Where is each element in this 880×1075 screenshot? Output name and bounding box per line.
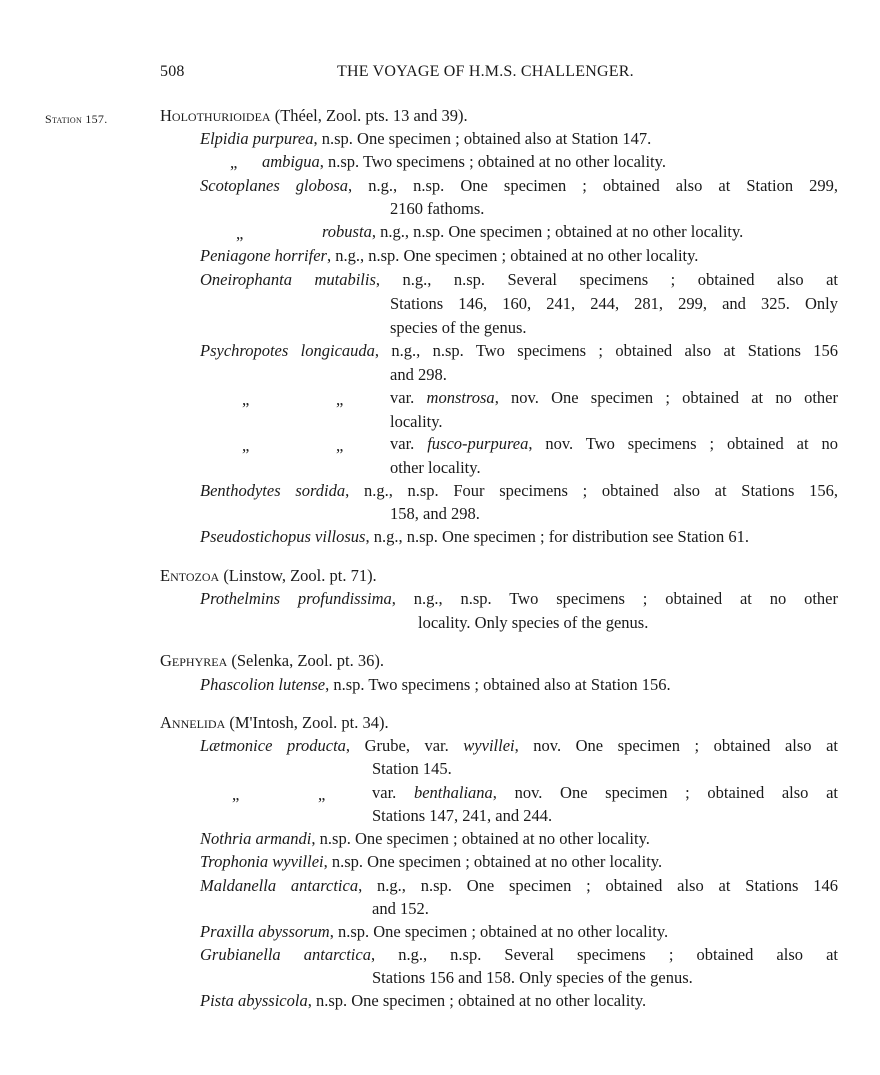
entry-continuation: and 152. [372, 899, 429, 918]
species-name: Trophonia wyvillei [200, 852, 324, 871]
entry-text: , n.sp. One specimen ; obtained also at Station 147. [313, 129, 652, 148]
group-heading-holothurioidea [160, 106, 468, 126]
entry-text: , n.g., n.sp. One specimen ; obtained at no other locality. [371, 222, 744, 241]
entry-text: , n.sp. One specimen ; obtained at no other locality. [323, 852, 663, 871]
entry-nothria-armandi [200, 829, 650, 849]
ditto-mark: „ [236, 224, 244, 243]
group-name: Annelida [160, 713, 226, 732]
entry-continuation: and 298. [390, 365, 447, 384]
entry-psychropotes-monstrosa [390, 388, 838, 408]
entry-scotoplanes-globosa [200, 176, 838, 196]
species-name: Grubianella antarctica [200, 945, 371, 964]
entry-text: , Grube, var. [345, 736, 464, 755]
ditto-mark: „ [230, 153, 238, 172]
group-reference: (Linstow, Zool. pt. 71). [219, 566, 377, 585]
var-label: var. [372, 783, 414, 802]
ditto-mark: „ [318, 785, 326, 804]
species-name: Maldanella antarctica [200, 876, 359, 895]
species-name: Lætmonice producta [200, 736, 346, 755]
species-name: Peniagone horrifer [200, 246, 327, 265]
entry-phascolion-lutense [200, 675, 671, 695]
entry-text: , n.g., n.sp. One specimen ; for distribution see Station 61. [365, 527, 750, 546]
running-title: THE VOYAGE OF H.M.S. CHALLENGER. [337, 63, 634, 80]
entry-continuation: Stations 147, 241, and 244. [372, 806, 553, 825]
entry-grubianella-antarctica [200, 945, 838, 965]
group-heading-gephyrea [160, 651, 384, 671]
group-heading-entozoa [160, 566, 377, 586]
entry-pseudostichopus-villosus [200, 527, 749, 547]
group-reference: (Théel, Zool. pts. 13 and 39). [270, 106, 468, 125]
group-name: Gephyrea [160, 651, 228, 670]
group-name: Entozoa [160, 566, 220, 585]
entry-continuation: Stations 156 and 158. Only species of the genus. [372, 968, 693, 987]
ditto-mark: „ [232, 785, 240, 804]
species-name: Oneirophanta mutabilis [200, 270, 376, 289]
entry-text: , nov. One specimen ; obtained also at [492, 783, 838, 802]
entry-text: , n.g., n.sp. One specimen ; obtained also at Stations 146 [358, 876, 838, 895]
entry-elpidia-ambigua [262, 152, 666, 172]
entry-text: , n.sp. One specimen ; obtained at no other locality. [307, 991, 647, 1010]
entry-laetmonice-benthaliana [372, 783, 838, 803]
ditto-mark: „ [336, 390, 344, 409]
entry-continuation: species of the genus. [390, 318, 527, 337]
variety-name: monstrosa [426, 388, 495, 407]
entry-scotoplanes-robusta [322, 222, 743, 242]
group-heading-annelida [160, 713, 389, 733]
entry-continuation: Station 145. [372, 759, 452, 778]
station-label: Station 157. [45, 112, 108, 126]
entry-maldanella-antarctica [200, 876, 838, 896]
variety-name: benthaliana [413, 783, 493, 802]
entry-continuation: other locality. [390, 458, 481, 477]
species-name: Scotoplanes globosa [200, 176, 349, 195]
entry-text: , n.sp. One specimen ; obtained at no other locality. [311, 829, 650, 848]
entry-psychropotes-longicauda [200, 341, 838, 361]
entry-text: , nov. One specimen ; obtained also at [514, 736, 838, 755]
species-name: Praxilla abyssorum [200, 922, 330, 941]
entry-text: , n.sp. Two specimens ; obtained at no other locality. [319, 152, 666, 171]
entry-text: , nov. One specimen ; obtained at no other [494, 388, 838, 407]
entry-trophonia-wyvillei [200, 852, 662, 872]
entry-text: , n.g., n.sp. Two specimens ; obtained also at Stations 156 [374, 341, 838, 360]
group-reference: (M'Intosh, Zool. pt. 34). [225, 713, 389, 732]
species-name: robusta [322, 222, 372, 241]
entry-text: , n.g., n.sp. Several specimens ; obtained also at [375, 270, 839, 289]
entry-peniagone-horrifer [200, 246, 698, 266]
species-name: Phascolion lutense [200, 675, 326, 694]
page-number: 508 [160, 63, 185, 80]
entry-elpidia-purpurea [200, 129, 651, 149]
ditto-mark: „ [336, 436, 344, 455]
species-name: Prothelmins profundissima [200, 589, 392, 608]
ditto-mark: „ [242, 436, 250, 455]
species-name: ambigua [262, 152, 320, 171]
species-name: Nothria armandi [200, 829, 312, 848]
entry-continuation: locality. [390, 412, 443, 431]
entry-continuation: 2160 fathoms. [390, 199, 485, 218]
var-label: var. [390, 434, 428, 453]
entry-text: , n.sp. One specimen ; obtained at no other locality. [329, 922, 669, 941]
entry-continuation: 158, and 298. [390, 504, 480, 523]
entry-text: , nov. Two specimens ; obtained at no [528, 434, 838, 453]
entry-prothelmins-profundissima [200, 589, 838, 609]
ditto-mark: „ [242, 390, 250, 409]
entry-psychropotes-fusco-purpurea [390, 434, 838, 454]
entry-text: , n.g., n.sp. Several specimens ; obtained also at [370, 945, 838, 964]
entry-text: , n.g., n.sp. One specimen ; obtained also at Station 299, [348, 176, 838, 195]
variety-name: wyvillei [463, 736, 515, 755]
entry-continuation: Stations 146, 160, 241, 244, 281, 299, and 325. Only [390, 294, 838, 313]
entry-benthodytes-sordida [200, 481, 838, 501]
species-name: Pseudostichopus villosus [200, 527, 366, 546]
var-label: var. [390, 388, 427, 407]
entry-laetmonice-producta [200, 736, 838, 756]
entry-text: , n.sp. Two specimens ; obtained also at Station 156. [325, 675, 671, 694]
entry-praxilla-abyssorum [200, 922, 668, 942]
group-name: Holothurioidea [160, 106, 271, 125]
variety-name: fusco-purpurea [427, 434, 529, 453]
species-name: Pista abyssicola [200, 991, 308, 1010]
entry-text: , n.g., n.sp. One specimen ; obtained at no other locality. [326, 246, 699, 265]
species-name: Benthodytes sordida [200, 481, 346, 500]
entry-continuation: locality. Only species of the genus. [418, 613, 649, 632]
entry-text: , n.g., n.sp. Four specimens ; obtained also at Stations 156, [345, 481, 838, 500]
entry-pista-abyssicola [200, 991, 646, 1011]
group-reference: (Selenka, Zool. pt. 36). [227, 651, 384, 670]
entry-text: , n.g., n.sp. Two specimens ; obtained at no other [391, 589, 838, 608]
species-name: Elpidia purpurea [200, 129, 314, 148]
entry-oneirophanta-mutabilis [200, 270, 838, 290]
species-name: Psychropotes longicauda [200, 341, 375, 360]
